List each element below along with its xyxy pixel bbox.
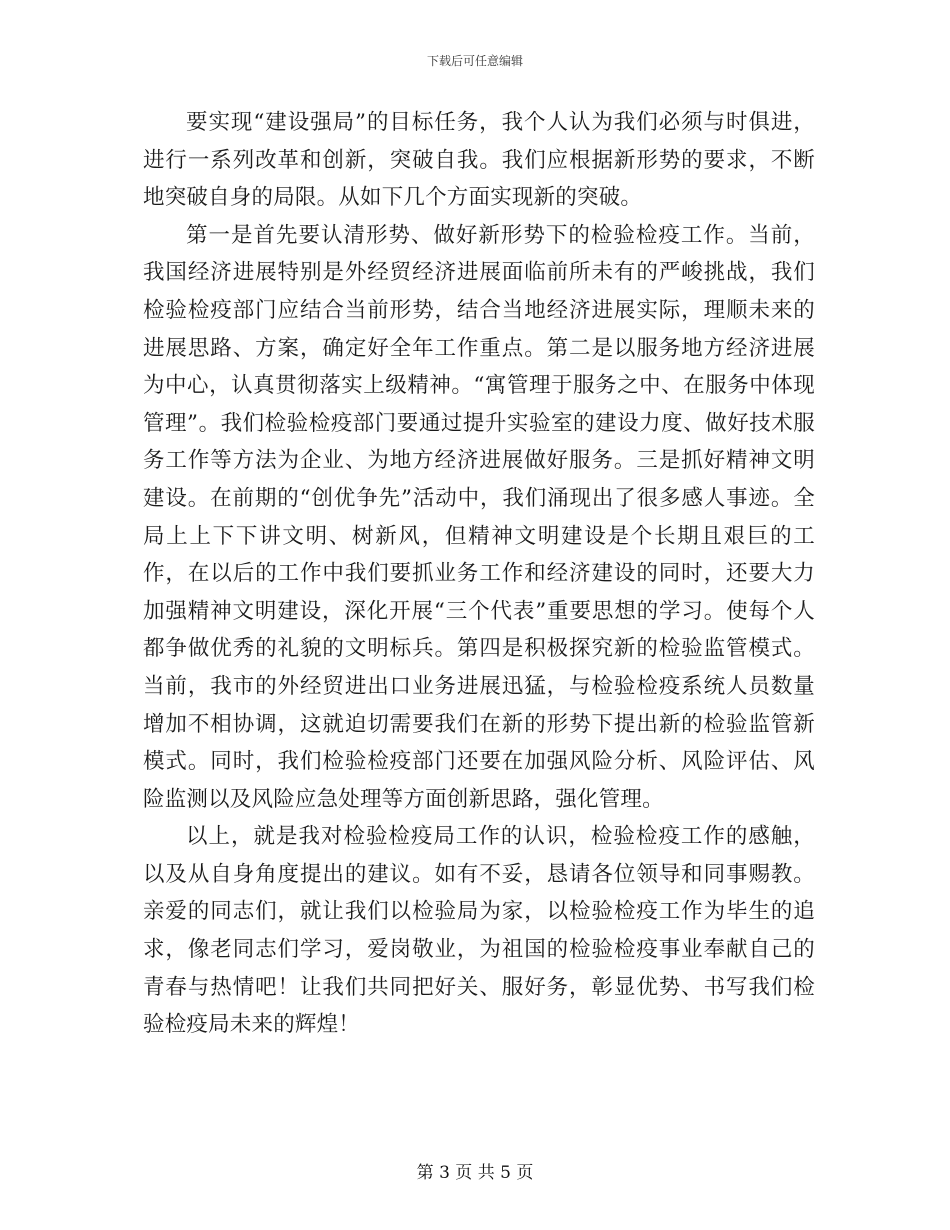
paragraph-conclusion: 以上，就是我对检验检疫局工作的认识，检验检疫工作的感触，以及从自身角度提出的建议。如有不妥，恳请各位领导和同事赐教。亲爱的同志们，就让我们以检验局为家，以检验检疫工作为毕生的追求，像老同志们学习，爱岗敬业，为祖国的检验检疫事业奉献自己的青春与热情吧！让我们共同把好关、服好务，彰显优势、书写我们检验检疫局未来的辉煌！	[143, 824, 815, 1038]
page-header-note: 下载后可任意编辑	[426, 54, 523, 68]
page-number-footer: 第 3 页 共 5 页	[416, 1163, 534, 1183]
paragraph-main-points: 第一是首先要认清形势、做好新形势下的检验检疫工作。当前，我国经济进展特别是外经贸经济进展面临前所未有的严峻挑战，我们检验检疫部门应结合当前形势，结合当地经济进展实际，理顺未来的进展思路、方案，确定好全年工作重点。第二是以服务地方经济进展为中心，认真贯彻落实上级精神。“寓管理于服务之中、在服务中体现管理”。我们检验检疫部门要通过提升实验室的建设力度、做好技术服务工作等方法为企业、为地方经济进展做好服务。三是抓好精神文明建设。在前期的“创优争先”活动中，我们涌现出了很多感人事迹。全局上上下下讲文明、树新风，但精神文明建设是个长期且艰巨的工作，在以后的工作中我们要抓业务工作和经济建设的同时，还要大力加强精神文明建设，深化开展“三个代表”重要思想的学习。使每个人都争做优秀的礼貌的文明标兵。第四是积极探究新的检验监管模式。当前，我市的外经贸进出口业务进展迅猛，与检验检疫系统人员数量增加不相协调，这就迫切需要我们在新的形势下提出新的检验监管新模式。同时，我们检验检疫部门还要在加强风险分析、风险评估、风险监测以及风险应急处理等方面创新思路，强化管理。	[143, 222, 815, 812]
paragraph-intro: 要实现“建设强局”的目标任务，我个人认为我们必须与时俱进，进行一系列改革和创新，突破自我。我们应根据新形势的要求，不断地突破自身的局限。从如下几个方面实现新的突破。	[143, 110, 815, 211]
document-body	[143, 104, 815, 1044]
